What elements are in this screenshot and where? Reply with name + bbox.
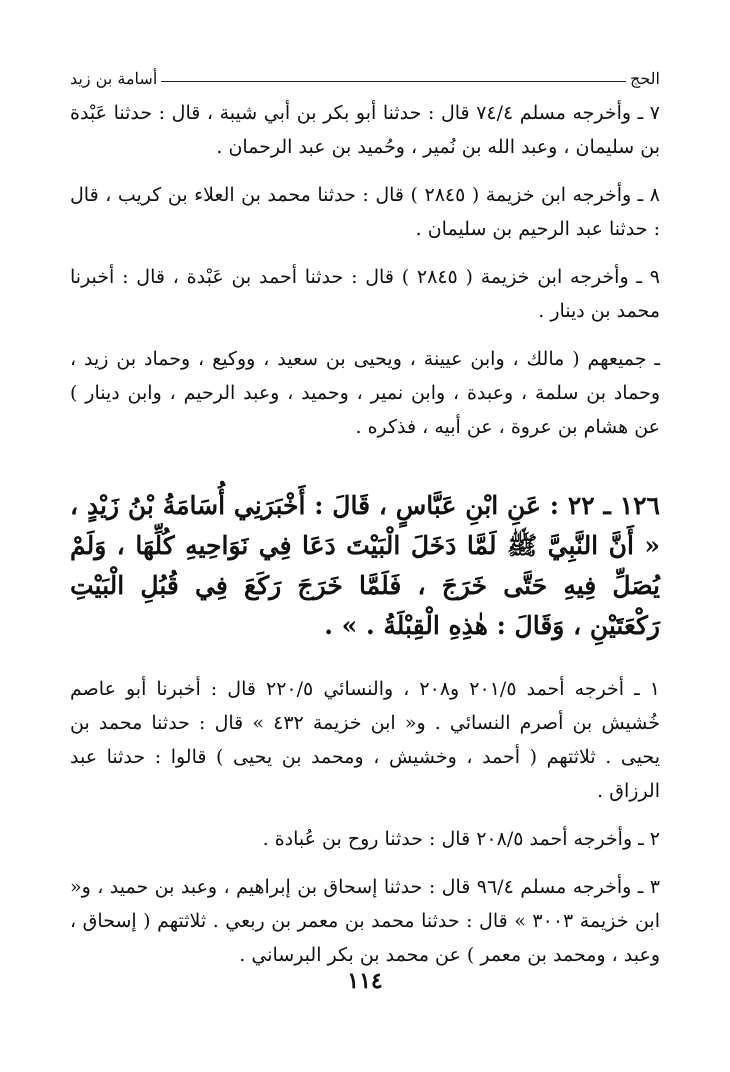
note-paragraph: ٣ ـ وأخرجه مسلم ٩٦/٤ قال : حدثنا إسحاق بن إبراهيم ، وعبد بن حميد ، و« ابن خزيمة ٣٠٠٣ » قال : حدثنا محمد بن معمر بن ربعي . ثلاثتهم ( إسحاق ، وعبد ، ومحمد بن معمر ) عن محمد بن بكر البرساني .: [70, 876, 661, 966]
running-header: [70, 62, 660, 88]
note-paragraph: ٢ ـ وأخرجه أحمد ٢٠٨/٥ قال : حدثنا روح بن عُبادة .: [262, 828, 660, 850]
page-number: ١١٤: [347, 968, 383, 994]
header-chapter: الحج: [630, 69, 660, 88]
note-paragraph: ـ جميعهم ( مالك ، وابن عيينة ، ويحيى بن سعيد ، ووكيع ، وحماد بن زيد ، وحماد بن سلمة ، وعبدة ، وابن نمير ، وحميد ، وعبد الرحيم ، وابن دينار ) عن هشام بن عروة ، عن أبيه ، فذكره .: [70, 348, 660, 438]
header-subject: أسامة بن زيد: [70, 69, 158, 88]
note-paragraph: ٧ ـ وأخرجه مسلم ٧٤/٤ قال : حدثنا أبو بكر بن أبي شيبة ، قال : حدثنا عَبْدة بن سليمان ، وعبد الله بن نُمير ، وحُميد بن عبد الرحمان .: [70, 102, 660, 158]
hadith-text: ١٢٦ ـ ٢٢ : عَنِ ابْنِ عَبَّاسٍ ، قَالَ : أَخْبَرَنِي أُسَامَةُ بْنُ زَيْدٍ ، « أَنَّ النَّبِيَّ ﷺ لَمَّا دَخَلَ الْبَيْتَ دَعَا فِي نَوَاحِيهِ كُلِّهَا ، وَلَمْ يُصَلِّ فِيهِ حَتَّى خَرَجَ ، فَلَمَّا خَرَجَ رَكَعَ فِي قُبُلِ الْبَيْتِ رَكْعَتَيْنِ ، وَقَالَ : هٰذِهِ الْقِبْلَةُ . » .: [70, 491, 660, 640]
note-paragraph: ٩ ـ وأخرجه ابن خزيمة ( ٢٨٤٥ ) قال : حدثنا أحمد بن عَبْدة ، قال : أخبرنا محمد بن دينار .: [70, 266, 660, 322]
header-rule: [161, 81, 626, 82]
page-content: [70, 96, 660, 986]
spacer: [70, 458, 660, 486]
note-paragraph: ٨ ـ وأخرجه ابن خزيمة ( ٢٨٤٥ ) قال : حدثنا محمد بن العلاء بن كريب ، قال : حدثنا عبد الرحيم بن سليمان .: [70, 184, 660, 240]
note-paragraph: ١ ـ أخرجه أحمد ٢٠١/٥ و٢٠٨ ، والنسائي ٢٢٠/٥ قال : أخبرنا أبو عاصم خُشيش بن أصرم النسائي . و« ابن خزيمة ٤٣٢ » قال : حدثنا محمد بن يحيى . ثلاثتهم ( أحمد ، وخشيش ، ومحمد بن يحيى ) قالوا : حدثنا عبد الرزاق .: [70, 678, 660, 802]
spacer: [70, 664, 660, 672]
